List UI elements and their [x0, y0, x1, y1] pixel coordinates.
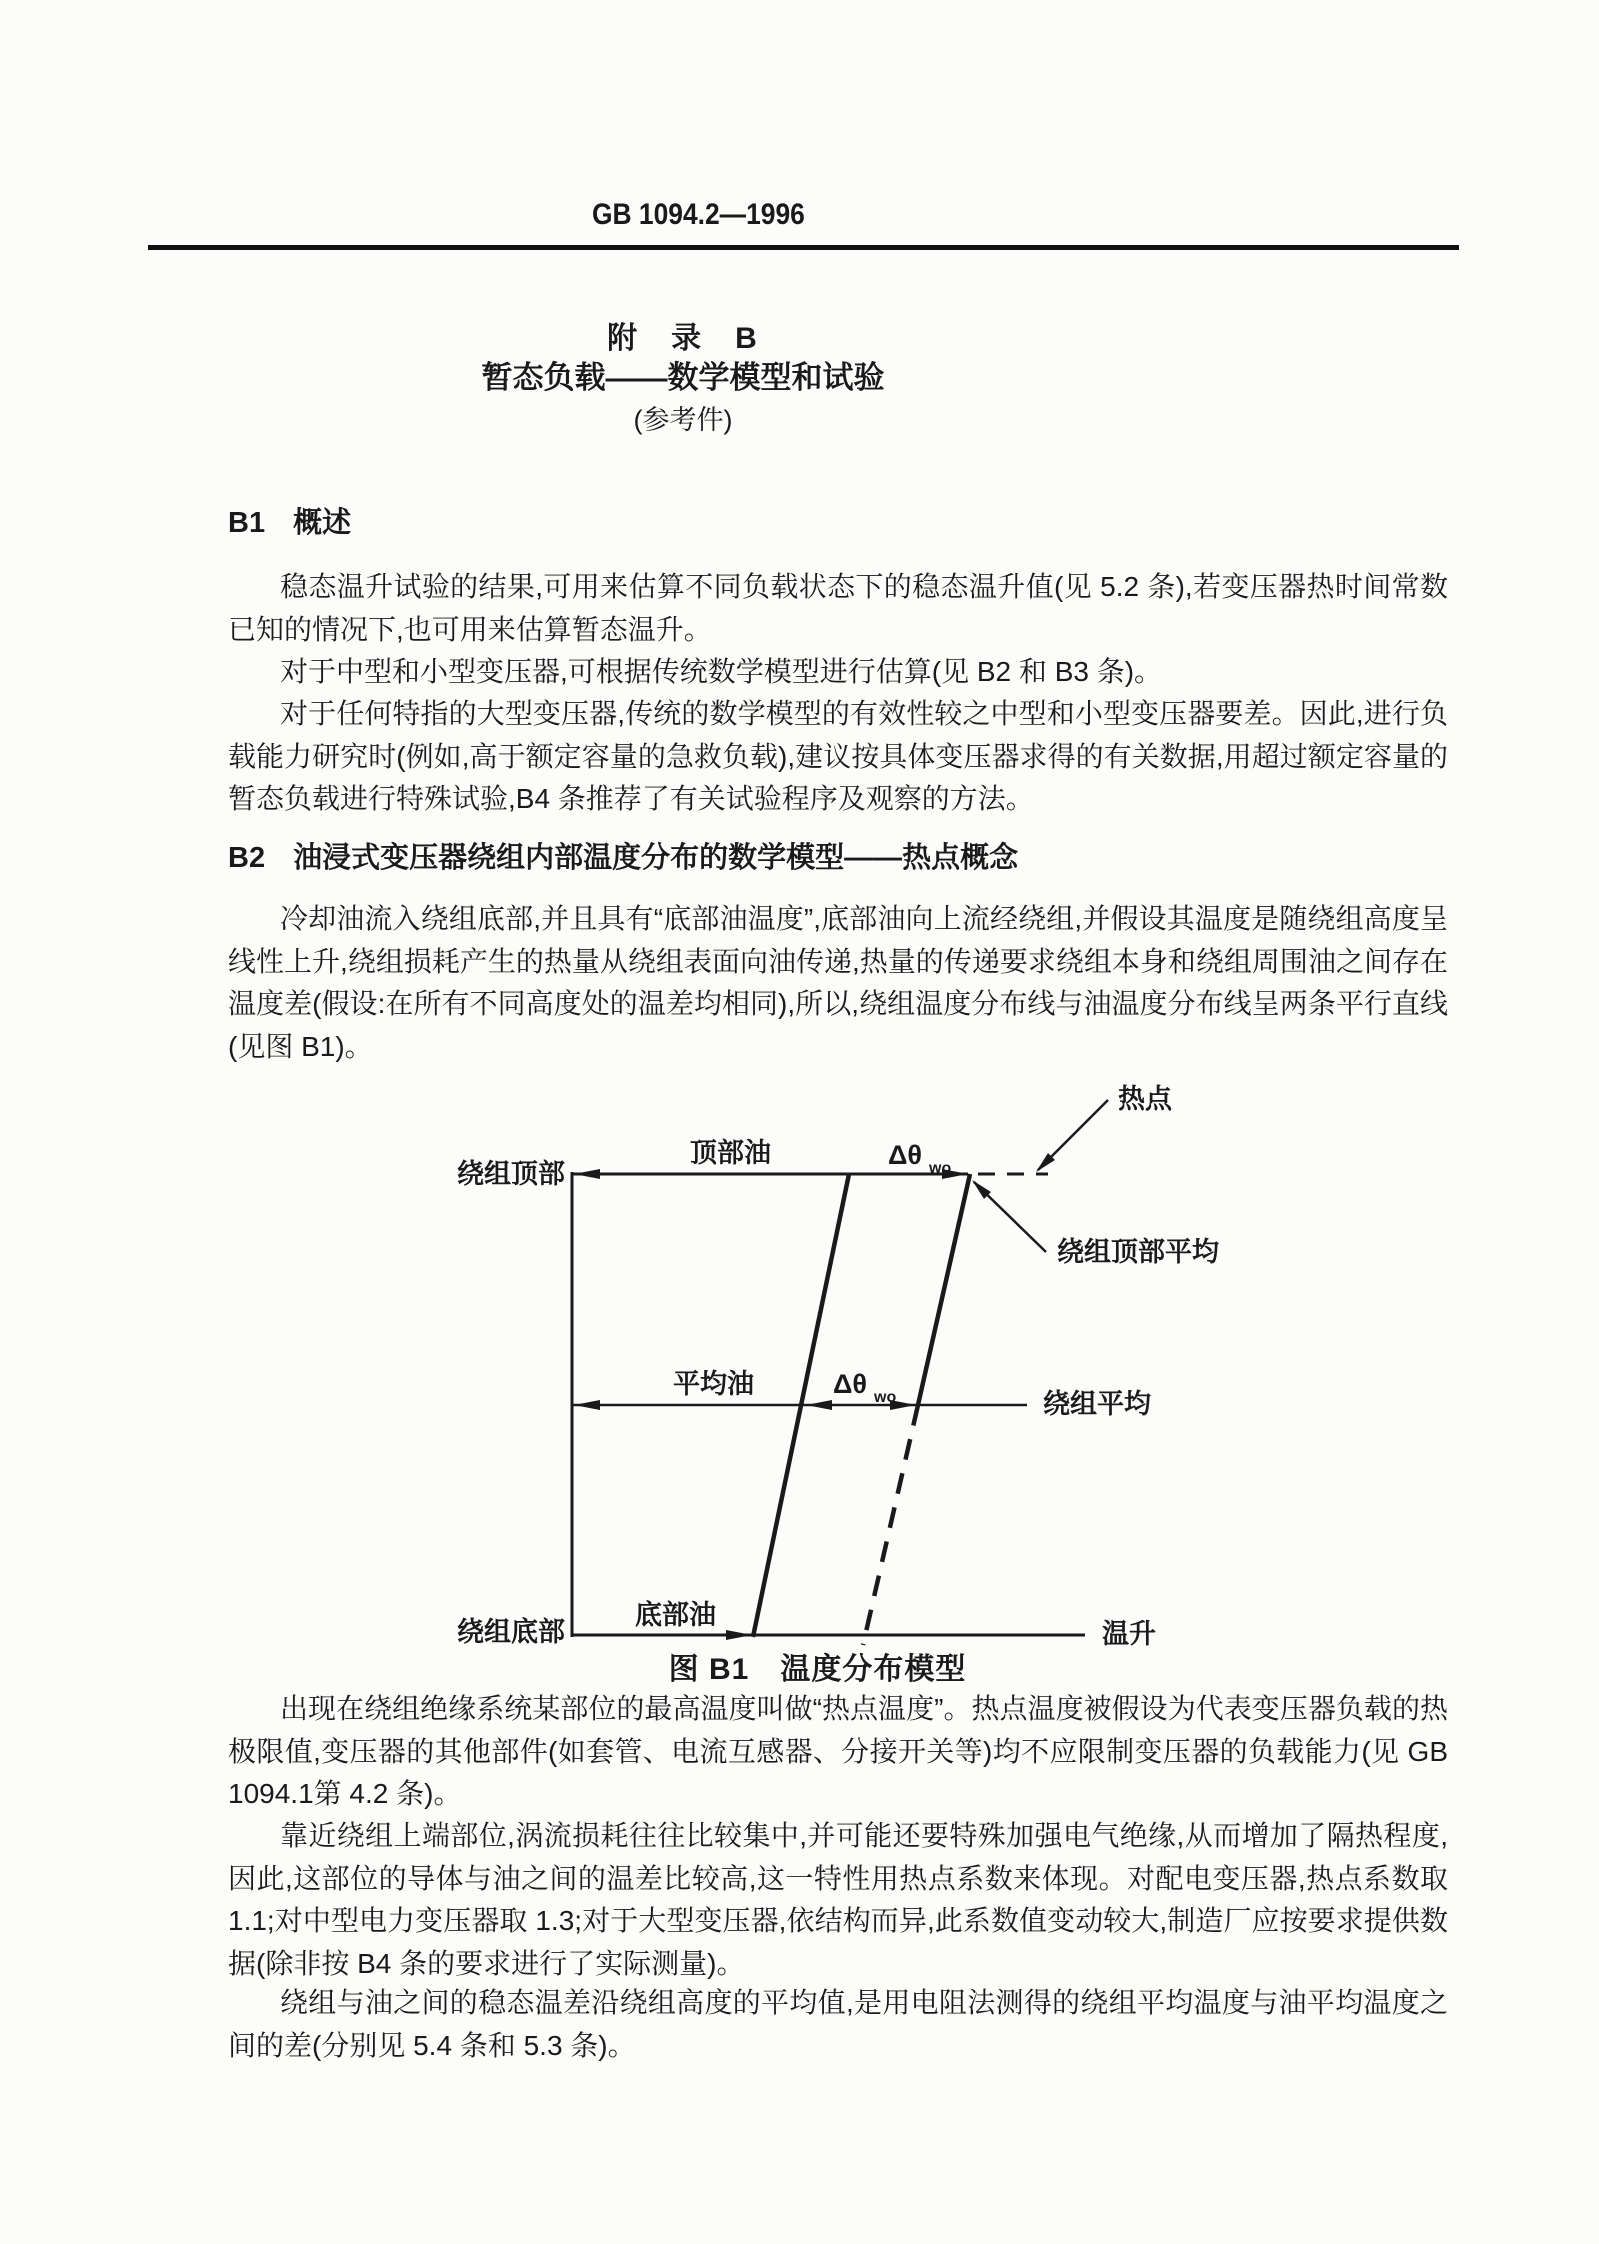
winding-temperature-line-dashed — [863, 1405, 918, 1645]
winding-top-label: 绕组顶部 — [457, 1159, 565, 1189]
section-b1-heading — [228, 505, 1448, 541]
arrowhead-left-icon — [574, 1169, 600, 1179]
delta-theta-mid-label: Δθ — [833, 1369, 868, 1399]
paragraph: 出现在绕组绝缘系统某部位的最高温度叫做“热点温度”。热点温度被假设为代表变压器负载的热极限值,变压器的其他部件(如套管、电流互感器、分接开关等)均不应限制变压器的负载能力(见 GB 1094.1第 4.2 条)。 — [228, 1693, 1448, 1809]
winding-temperature-line — [918, 1174, 970, 1405]
appendix-label: 附 录 B — [607, 322, 759, 355]
section-b1-title: 概述 — [293, 507, 352, 539]
paragraph: 对于中型和小型变压器,可根据传统数学模型进行估算(见 B2 和 B3 条)。 — [280, 656, 1163, 687]
section-b2-heading — [228, 840, 1448, 876]
winding-bottom-label: 绕组底部 — [457, 1617, 565, 1647]
temp-rise-label: 温升 — [1102, 1619, 1156, 1649]
appendix-subtitle: (参考件) — [633, 405, 733, 435]
appendix-title: 暂态负载——数学模型和试验 — [481, 360, 885, 395]
delta-theta-mid-subscript: wo — [874, 1389, 897, 1406]
winding-avg-label: 绕组平均 — [1043, 1389, 1151, 1419]
arrowhead-left-icon — [806, 1400, 832, 1410]
hot-spot-label: 热点 — [1118, 1084, 1172, 1114]
section-b2-number: B2 — [228, 842, 266, 874]
arrowhead-left-icon — [574, 1400, 600, 1410]
bottom-oil-label: 底部油 — [635, 1600, 716, 1630]
delta-theta-top-label: Δθ — [888, 1140, 923, 1170]
top-oil-label: 顶部油 — [690, 1138, 771, 1168]
figure-b1-diagram — [0, 1080, 1599, 1680]
paragraph: 稳态温升试验的结果,可用来估算不同负载状态下的稳态温升值(见 5.2 条),若变压器热时间常数已知的情况下,也可用来估算暂态温升。 — [228, 571, 1448, 645]
paragraph: 靠近绕组上端部位,涡流损耗往往比较集中,并可能还要特殊加强电气绝缘,从而增加了隔热程度,因此,这部位的导体与油之间的温差比较高,这一特性用热点系数来体现。对配电变压器,热点系数取 1.1;对中型电力变压器取 1.3;对于大型变压器,依结构而异,此系数值变动较大,制造厂应按要求提供数据(除非按 B4 条的要求进行了实际测量)。 — [228, 1820, 1448, 1979]
delta-theta-top-subscript: wo — [929, 1160, 952, 1177]
section-b1-number: B1 — [228, 507, 266, 539]
figure-b1-caption: 图 B1 温度分布模型 — [668, 1653, 967, 1686]
paragraph: 冷却油流入绕组底部,并且具有“底部油温度”,底部油向上流经绕组,并假设其温度是随绕组高度呈线性上升,绕组损耗产生的热量从绕组表面向油传递,热量的传递要求绕组本身和绕组周围油之间存在温度差(假设:在所有不同高度处的温差均相同),所以,绕组温度分布线与油温度分布线呈两条平行直线(见图 B1)。 — [228, 903, 1448, 1062]
paragraph: 绕组与油之间的稳态温差沿绕组高度的平均值,是用电阻法测得的绕组平均温度与油平均温度之间的差(分别见 5.4 条和 5.3 条)。 — [228, 1987, 1448, 2061]
winding-top-avg-label: 绕组顶部平均 — [1057, 1237, 1219, 1267]
avg-oil-label: 平均油 — [673, 1369, 754, 1399]
paragraph: 对于任何特指的大型变压器,传统的数学模型的有效性较之中型和小型变压器要差。因此,进行负载能力研究时(例如,高于额定容量的急救负载),建议按具体变压器求得的有关数据,用超过额定容量的暂态负载进行特殊试验,B4 条推荐了有关试验程序及观察的方法。 — [228, 698, 1448, 814]
section-b2-title: 油浸式变压器绕组内部温度分布的数学模型——热点概念 — [293, 842, 1019, 874]
header-rule — [148, 245, 1459, 250]
arrowhead-right-icon — [726, 1630, 752, 1640]
standard-number: GB 1094.2—1996 — [592, 198, 805, 231]
